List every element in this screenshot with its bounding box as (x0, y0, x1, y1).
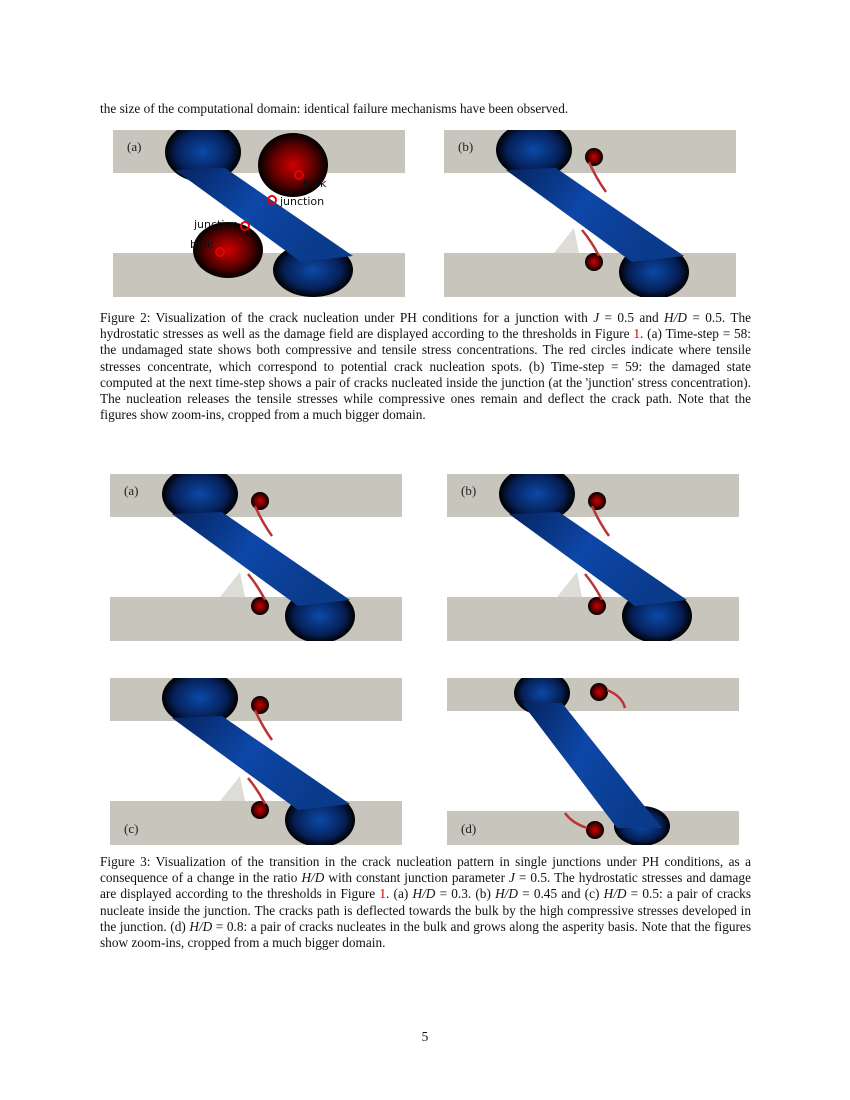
figure3-caption (100, 854, 751, 951)
panel-label: (a) (127, 139, 142, 154)
caption-text: Figure 3: Visualization of the transition in the crack nucleation pattern in single junctions under PH conditions, as a consequence of a change in the ratio (100, 854, 751, 886)
caption-text: . (a) (386, 886, 413, 902)
panel-label: (b) (458, 139, 474, 154)
annotation-bulk-top: bulk (303, 177, 327, 190)
math-symbol: H/D (412, 886, 436, 902)
figure2-panel-b (444, 130, 736, 297)
caption-text: = 0.5. The hydrostatic stresses and damage are displayed according to the thresholds in Figure (100, 870, 751, 902)
math-symbol: H/D (495, 886, 518, 902)
figure2-caption (100, 310, 751, 423)
caption-text: = 0.3. (b) (435, 886, 496, 902)
caption-text: = 0.45 and (c) (517, 886, 604, 902)
annotation-bulk-bottom: bulk (190, 238, 214, 251)
math-symbol: H/D (301, 870, 325, 886)
figure3-panel-d (447, 678, 739, 845)
caption-text: Figure 2: Visualization of the crack nucleation under PH conditions for a junction with (100, 310, 594, 325)
annotation-junction-top: junction (280, 195, 325, 208)
caption-text: = 0.8: a pair of cracks nucleates in the bulk and grows along the asperity basis. Note that the figures show zoom-ins, cropped from a much bigger domain. (100, 918, 752, 951)
caption-text: = 0.5: a pair of cracks nucleate inside the junction. The cracks path is deflected towards the bulk by the high compressive stresses developed in the junction. (d) (100, 886, 752, 934)
body-text-line: the size of the computational domain: identical failure mechanisms have been observed. (100, 101, 569, 116)
math-symbol: J (509, 870, 515, 886)
figure3-panel-c (110, 678, 402, 845)
figure-reference-link[interactable]: 1 (633, 326, 641, 342)
panel-label: (c) (124, 821, 139, 836)
caption-text: . (a) Time-step = 58: the undamaged state shows both compressive and tensile stress concentrations. The red circles indicate where tensile stresses concentrate, which correspond to potential crack nucleation spots. (b) Time-step = 59: the damaged state computed at the next time-step shows a pair of cracks nucleated inside the junction (at the 'junction' stress concentration). The nucleation releases the tensile stresses while compressive ones remain and deflect the crack path. Note that the figures show zoom-ins, cropped from a much bigger domain. (100, 326, 751, 423)
panel-label: (d) (461, 821, 477, 836)
caption-text: = 0.5 and (599, 310, 665, 325)
page-number: 5 (421, 1029, 429, 1044)
panel-label: (a) (124, 483, 139, 498)
figure2-panel-a (113, 130, 405, 297)
panel-label: (b) (461, 483, 477, 498)
figure3-panel-a (110, 474, 402, 641)
figure-reference-link[interactable]: 1 (379, 886, 387, 902)
math-symbol: H/D (189, 918, 213, 934)
figure3-panel-b (447, 474, 739, 641)
math-symbol: H/D (664, 310, 687, 325)
math-symbol: H/D (603, 886, 627, 902)
annotation-junction-bottom: junction (194, 218, 239, 231)
math-symbol: J (593, 310, 600, 325)
caption-text: with constant junction parameter (324, 870, 509, 886)
caption-text: = 0.5. The hydrostatic stresses as well as the damage field are displayed according to the thresholds in Figure (100, 310, 751, 342)
